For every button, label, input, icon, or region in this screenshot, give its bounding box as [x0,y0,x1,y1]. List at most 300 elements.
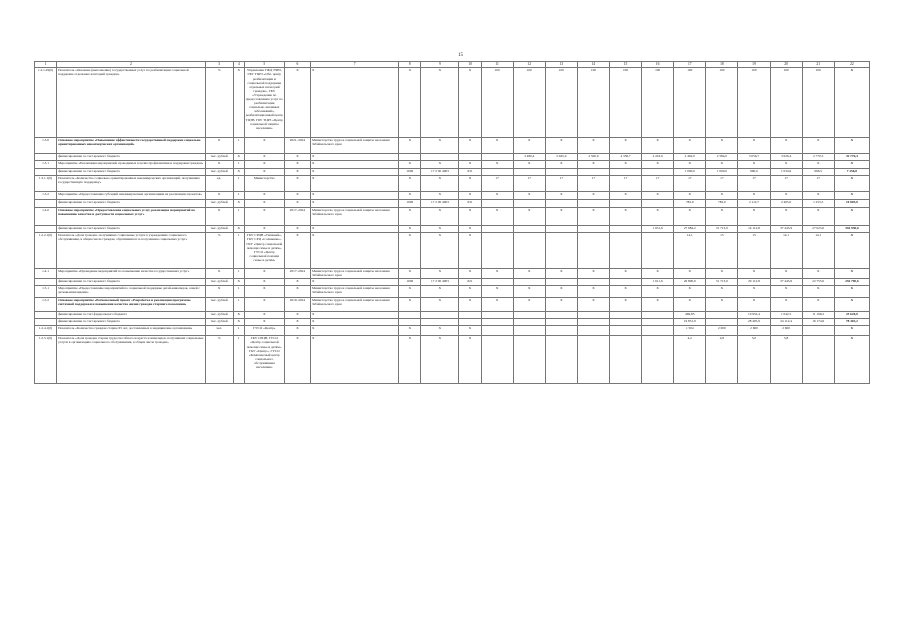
cell-value: X [706,192,738,200]
cell-value: X [706,138,738,154]
cell-value: X [770,138,802,154]
cell-unit: ед. [205,176,233,192]
cell-resp: ГКУ СРЦН, ГУСО «Центр социальной помощи семье и детям», ГКУ «Центр», ГУСО «Комплексный центр социального обслуживания населения» [244,335,284,383]
table-row [35,297,870,311]
cell-value: 469,85 [674,311,706,318]
cell-value [706,318,738,325]
cell-value [481,311,513,318]
cell-term: X [284,169,310,176]
cell-code [35,169,57,176]
cell-value: 100 [545,68,577,138]
cell-c4: 1 [233,233,244,269]
cell-value [513,335,545,383]
cell-value [545,200,577,208]
cell-value: 4,2 [674,335,706,383]
cell-code: 1.2.4.1(0) [35,325,57,335]
cell-value: X [609,297,641,311]
cell-value: 28 405,9 [738,318,770,325]
cell-c4: 1 [233,297,244,311]
cell-value [642,233,674,269]
cell-unit: % [205,335,233,383]
cell-f9: X [421,335,459,383]
column-number: 18 [706,62,738,68]
cell-c4: 1 [233,161,244,169]
cell-value: X [802,161,834,169]
cell-value [513,226,545,233]
cell-value: X [834,192,869,200]
cell-value: 14,1 [674,233,706,269]
cell-value: X [770,269,802,279]
cell-value: X [481,161,513,169]
cell-value [545,335,577,383]
cell-value: 17 [738,176,770,192]
cell-value [609,278,641,285]
cell-value: X [545,269,577,279]
cell-prog: Министерство труда и социальной защиты населения Забайкальского края [310,285,398,297]
cell-value: 4 336,7 [609,154,641,161]
cell-value: 17 [674,176,706,192]
cell-value [609,311,641,318]
cell-value: X [513,285,545,297]
cell-name: Основное мероприятие «Повышение эффективности государственной поддержки социально ориентированных некоммерческих организаций» [57,138,206,154]
column-number: 8 [399,62,421,68]
cell-value: X [706,285,738,297]
cell-f10: 631 [459,169,481,176]
column-number: 17 [674,62,706,68]
cell-value: X [674,269,706,279]
cell-value: 5,0 [738,335,770,383]
cell-term: X [284,192,310,200]
column-number: 14 [577,62,609,68]
cell-value: X [577,138,609,154]
cell-value: 782,0 [674,200,706,208]
cell-value [577,311,609,318]
cell-code [35,318,57,325]
column-number: 6 [284,62,310,68]
table-row [35,269,870,279]
cell-prog: X [310,325,398,335]
cell-value: X [738,192,770,200]
cell-value: X [481,208,513,226]
cell-value: X [545,285,577,297]
cell-value: X [481,138,513,154]
cell-value: X [834,233,869,269]
cell-resp: X [244,154,284,161]
cell-value: 32 776,4 [834,154,869,161]
cell-unit: X [205,161,233,169]
cell-value: 17 [642,176,674,192]
cell-code: 1.2.2.1(0) [35,233,57,269]
cell-resp: X [244,138,284,154]
cell-c4: 1 [233,176,244,192]
cell-value [513,169,545,176]
cell-f9: X [421,176,459,192]
table-row [35,311,870,318]
cell-value: X [481,192,513,200]
cell-prog: Министерство труда и социальной защиты населения Забайкальского края [310,208,398,226]
cell-value: X [738,161,770,169]
cell-unit: % [205,68,233,138]
cell-f9: 17 2 00 4903 [421,278,459,285]
column-number: 7 [310,62,398,68]
cell-c4: X [233,68,244,138]
cell-value [513,325,545,335]
cell-value [481,278,513,285]
cell-value: X [481,285,513,297]
cell-value: 100 [770,68,802,138]
cell-resp: ГУСО «Центр» [244,325,284,335]
cell-c4: 1 [233,269,244,279]
cell-f10 [459,154,481,161]
cell-prog: Министерство труда и социальной защиты населения Забайкальского края [310,269,398,279]
cell-resp: X [244,200,284,208]
cell-value [481,318,513,325]
cell-f9 [421,311,459,318]
cell-term: X [284,176,310,192]
cell-f8: X [399,161,421,169]
cell-f10: 631 [459,200,481,208]
cell-f9 [421,318,459,325]
table-row [35,138,870,154]
cell-value: X [738,269,770,279]
cell-value: X [577,208,609,226]
cell-value [513,318,545,325]
cell-c4: X [233,169,244,176]
cell-value: 3 056,7 [738,154,770,161]
cell-value: 100 [642,68,674,138]
cell-name: Показатель «Количество социально ориентированных некоммерческих организаций, получивших государственную поддержку» [57,176,206,192]
cell-value: 17 [481,176,513,192]
cell-value [577,169,609,176]
cell-name: финансирование за счет краевого бюджета [57,318,206,325]
cell-f10: X [459,68,481,138]
cell-value: X [513,161,545,169]
cell-value: 2 584,0 [706,154,738,161]
cell-value: 17 [577,176,609,192]
cell-f8: 1006 [399,169,421,176]
table-row [35,318,870,325]
cell-value: X [609,285,641,297]
column-number: 5 [244,62,284,68]
cell-value: X [513,192,545,200]
cell-value [481,200,513,208]
cell-f9: X [421,297,459,311]
cell-value: X [770,161,802,169]
cell-code: 1.4.0 [35,208,57,226]
cell-code: 1.3.0 [35,138,57,154]
cell-code: 1.3.1.1(0) [35,176,57,192]
cell-f10: X [459,325,481,335]
cell-unit: X [205,285,233,297]
cell-prog: X [310,318,398,325]
cell-value: X [770,297,802,311]
cell-code [35,311,57,318]
cell-value: X [802,138,834,154]
cell-f10: X [459,161,481,169]
cell-value: 1 000,0 [706,169,738,176]
cell-value: X [513,138,545,154]
cell-value: X [834,161,869,169]
cell-value: 11 199,2 [802,311,834,318]
cell-value: X [802,192,834,200]
cell-value: 17 [706,176,738,192]
cell-name: Показатель «Доля граждан старше трудоспособного возраста и инвалидов, получивших социальные услуги в организациях социального обслуживания, в общем числе граждан» [57,335,206,383]
cell-resp: X [244,226,284,233]
cell-value [706,311,738,318]
cell-term: 2021–2024 [284,138,310,154]
cell-value: X [545,161,577,169]
table-row [35,208,870,226]
column-number: 19 [738,62,770,68]
cell-f8 [399,318,421,325]
cell-value: X [481,297,513,311]
cell-f8: X [399,297,421,311]
table-row [35,325,870,335]
cell-value [513,233,545,269]
cell-value: X [609,138,641,154]
cell-value: X [513,269,545,279]
cell-value: X [545,297,577,311]
page-number: 15 [458,53,463,58]
cell-value: X [834,176,869,192]
cell-value: 1 042,5 [770,311,802,318]
cell-c4: X [233,278,244,285]
cell-unit: тыс. рублей [205,200,233,208]
cell-code: 1.3.1 [35,161,57,169]
table-row [35,200,870,208]
cell-value: X [642,192,674,200]
cell-value: 29 112,8 [738,278,770,285]
cell-value: 15 [738,233,770,269]
cell-term: X [284,335,310,383]
cell-value: 2 462,0 [674,154,706,161]
table-row [35,154,870,161]
cell-value: X [609,269,641,279]
cell-value: X [802,297,834,311]
cell-value: 5,8 [770,335,802,383]
cell-value: 100 [706,68,738,138]
cell-value: 31 713,0 [706,278,738,285]
cell-value [481,226,513,233]
cell-term: X [284,278,310,285]
cell-value [545,318,577,325]
column-number: 13 [545,62,577,68]
cell-prog: X [310,68,398,138]
cell-value: 17 [513,176,545,192]
cell-c4: X [233,311,244,318]
cell-value: 17 [609,176,641,192]
cell-prog: X [310,192,398,200]
cell-f8: X [399,335,421,383]
cell-value: 19 831,9 [674,318,706,325]
column-number: 4 [233,62,244,68]
cell-value: X [738,208,770,226]
cell-value: 27 025,0 [802,226,834,233]
cell-name: Основное мероприятие «Предоставление социальных услуг, реализация мероприятий по повышению качества и доступности социальных услуг» [57,208,206,226]
cell-resp: X [244,285,284,297]
cell-value [481,169,513,176]
cell-value: 100 [738,68,770,138]
cell-value: X [706,297,738,311]
cell-prog: X [310,154,398,161]
cell-name: финансирование за счет краевого бюджета [57,226,206,233]
table-row [35,68,870,138]
cell-f8: X [399,138,421,154]
cell-value: X [802,285,834,297]
column-number: 10 [459,62,481,68]
cell-value: X [738,297,770,311]
cell-value: X [770,192,802,200]
cell-value: X [834,335,869,383]
cell-value: 26 890,0 [674,278,706,285]
cell-value [577,325,609,335]
cell-f9: X [421,192,459,200]
cell-f9: X [421,226,459,233]
cell-f10 [459,318,481,325]
cell-term: 2019–2024 [284,297,310,311]
cell-name: Показатель «Оказание (выполнение) государственных услуг по реабилитации социальной поддержке отдельных категорий граждан» [57,68,206,138]
cell-code: 1.2.1.29(0) [35,68,57,138]
cell-term: 2017–2024 [284,208,310,226]
cell-value: 1 611,6 [642,278,674,285]
cell-value: 10 952,4 [738,311,770,318]
cell-unit: тыс. рублей [205,318,233,325]
cell-f10: X [459,233,481,269]
cell-unit: тыс. рублей [205,226,233,233]
cell-resp: Управление ГЖД ТЧЮ, ГБУ ТЦРЗ «Обл. центр реабилитации и социальной поддержки отдельных категорий граждан», ГКУ «Учреждение по предоставлению услуг по реабилитации социально-значимых заболеваний», реабилитационный центр ТЦЗН, ГБУ ТЦРЗ «Центр социальной защиты населения» [244,68,284,138]
cell-value: 1 651,6 [642,226,674,233]
cell-f10: X [459,269,481,279]
cell-value: 31 713,0 [706,226,738,233]
cell-f10: X [459,226,481,233]
cell-value [513,311,545,318]
cell-value [545,226,577,233]
cell-value: 3 480,4 [513,154,545,161]
cell-value: 2 112,7 [738,200,770,208]
cell-c4: X [233,318,244,325]
column-number: 3 [205,62,233,68]
cell-prog: Министерство труда и социальной защиты населения Забайкальского края [310,297,398,311]
cell-value [545,169,577,176]
cell-value: X [545,192,577,200]
cell-f10: X [459,297,481,311]
cell-value [577,226,609,233]
cell-prog: X [310,278,398,285]
column-number: 21 [802,62,834,68]
cell-value [802,325,834,335]
column-number: 12 [513,62,545,68]
table-row [35,161,870,169]
cell-f10: X [459,335,481,383]
cell-term: X [284,200,310,208]
cell-unit: тыс. рублей [205,278,233,285]
cell-value: 2 600 [770,325,802,335]
cell-name: финансирование за счет краевого бюджета [57,200,206,208]
cell-value: 990,0 [738,169,770,176]
cell-value: 24 112,4 [770,318,802,325]
cell-value: 27 984,2 [674,226,706,233]
cell-value [577,318,609,325]
cell-f8: 1006 [399,278,421,285]
cell-value: X [674,161,706,169]
cell-value: X [834,285,869,297]
cell-resp: Министерство [244,176,284,192]
cell-unit: тыс. рублей [205,154,233,161]
cell-value: X [706,269,738,279]
cell-value [577,335,609,383]
cell-term: X [284,161,310,169]
table-row [35,285,870,297]
cell-f9: X [421,285,459,297]
cell-value: 37 443,9 [770,278,802,285]
cell-value: 1 504 [674,325,706,335]
program-table [34,61,870,384]
cell-value: 2 500,0 [577,154,609,161]
cell-value: X [770,208,802,226]
cell-value [609,318,641,325]
cell-value: 1 034,6 [770,169,802,176]
cell-code [35,226,57,233]
cell-value: X [738,138,770,154]
cell-code [35,154,57,161]
column-number: 22 [834,62,869,68]
cell-value: X [642,208,674,226]
cell-value [545,325,577,335]
cell-value: X [642,161,674,169]
cell-value [545,311,577,318]
cell-name: Показатель «Количество граждан старше 65 лет, доставленных в медицинские организации» [57,325,206,335]
cell-value: 7 256,8 [834,169,869,176]
cell-name: Мероприятие «Предоставление мероприятий по социальной поддержке детей-инвалидов, семей с детьми-инвалидами» [57,285,206,297]
cell-value: 666,5 [802,169,834,176]
cell-value: 14,1 [770,233,802,269]
cell-value [545,278,577,285]
cell-value: 17 [770,176,802,192]
cell-value: X [738,285,770,297]
cell-value: 2 600 [738,325,770,335]
cell-value: 100 [481,68,513,138]
table-row [35,233,870,269]
cell-value: X [513,208,545,226]
cell-c4: 1 [233,325,244,335]
cell-value: 15 [706,233,738,269]
cell-value: X [674,138,706,154]
cell-value: X [834,138,869,154]
cell-value: 78 402,2 [834,318,869,325]
cell-value: 37 443,9 [770,226,802,233]
cell-c4: X [233,226,244,233]
cell-term: X [284,311,310,318]
cell-c4: X [233,200,244,208]
cell-name: финансирование за счет краевого бюджета [57,169,206,176]
cell-resp: X [244,192,284,200]
cell-value: 16 174,6 [802,318,834,325]
cell-term: X [284,154,310,161]
cell-value: 17 [802,176,834,192]
cell-name: финансирование за счет краевого бюджета [57,154,206,161]
cell-prog: X [310,200,398,208]
cell-name: финансирование за счет краевого бюджета [57,278,206,285]
cell-value: X [642,138,674,154]
cell-value: X [674,208,706,226]
cell-value [545,233,577,269]
cell-value: 23 620,0 [834,311,869,318]
cell-resp: X [244,278,284,285]
cell-value: X [609,161,641,169]
column-number: 20 [770,62,802,68]
cell-unit: чел. [205,325,233,335]
column-number: 9 [421,62,459,68]
